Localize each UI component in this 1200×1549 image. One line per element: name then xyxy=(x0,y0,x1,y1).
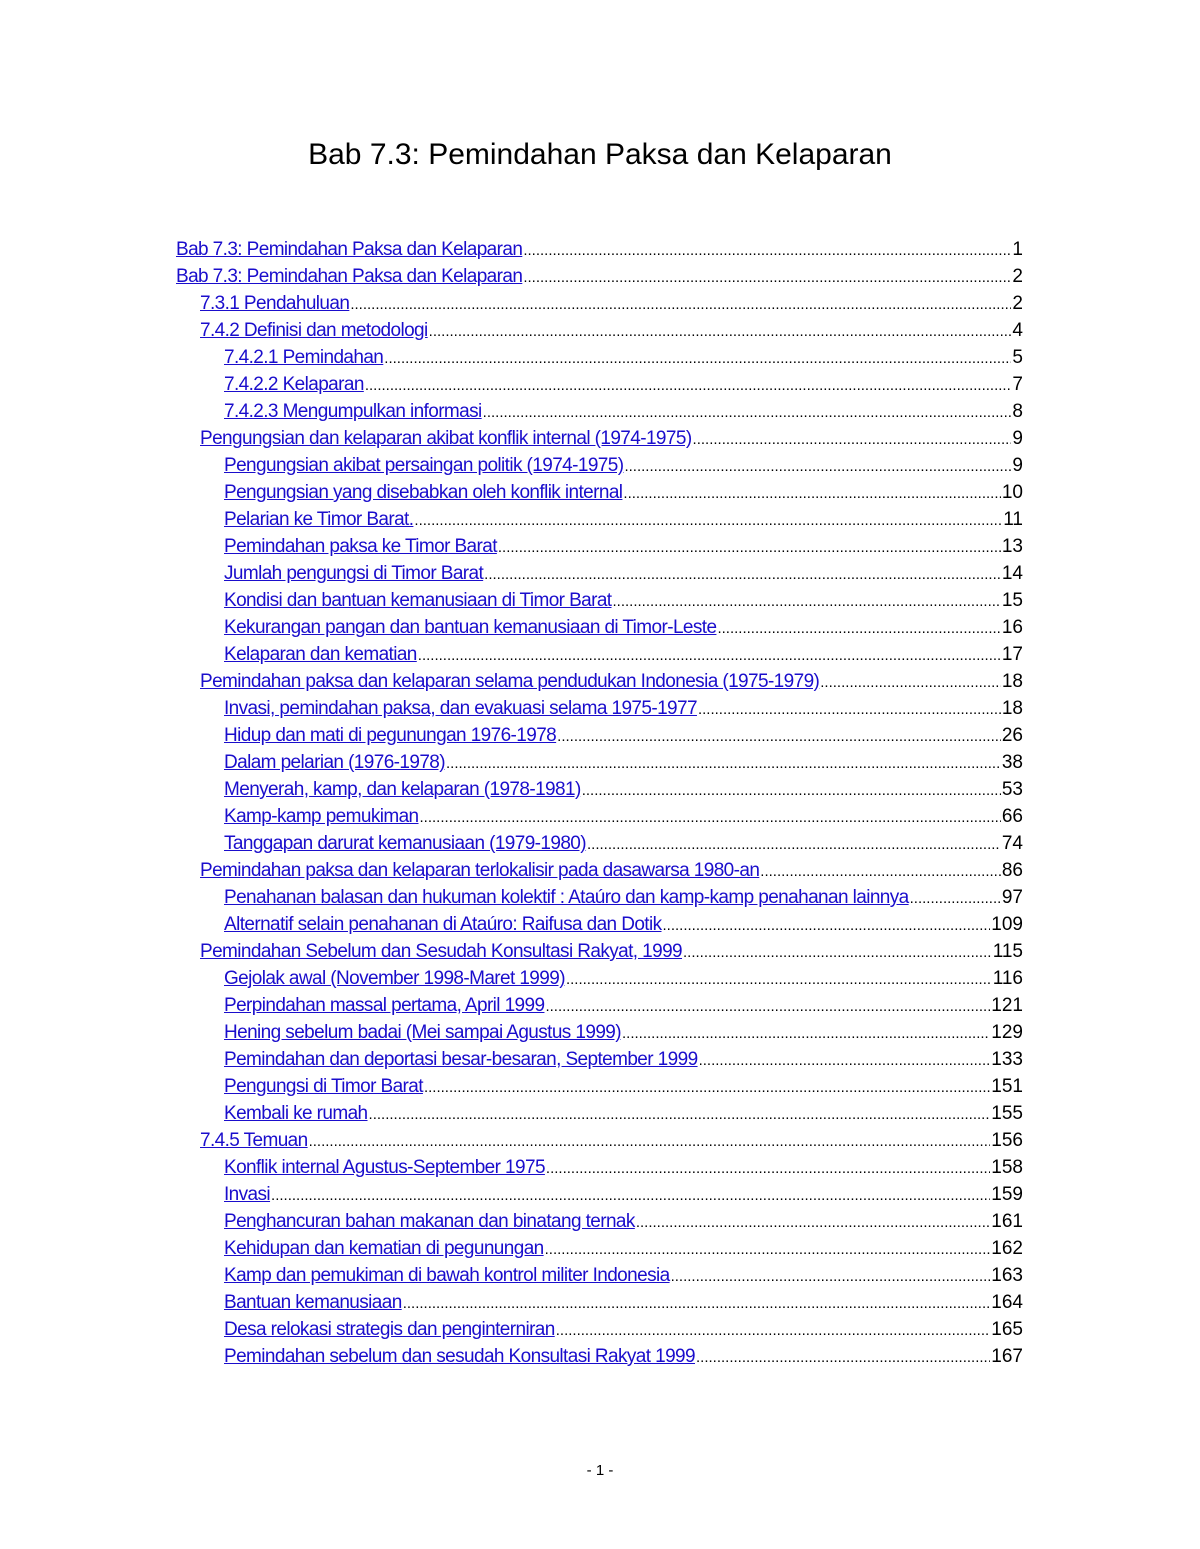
toc-entry xyxy=(176,1019,1023,1046)
toc-entry xyxy=(176,803,1023,830)
toc-entry-link[interactable]: Hidup dan mati di pegunungan 1976-1978 xyxy=(224,725,557,746)
toc-entry-link[interactable]: Hening sebelum badai (Mei sampai Agustus 1999) xyxy=(224,1022,621,1043)
toc-dot-leader xyxy=(350,291,1011,318)
toc-entry xyxy=(176,452,1023,479)
toc-dot-leader xyxy=(717,615,1000,642)
toc-entry xyxy=(176,722,1023,749)
toc-entry xyxy=(176,236,1023,263)
toc-page-number: 151 xyxy=(991,1076,1023,1097)
toc-dot-leader xyxy=(557,723,1001,750)
toc-dot-leader xyxy=(414,507,1002,534)
toc-entry-link[interactable]: 7.3.1 Pendahuluan xyxy=(200,293,350,314)
toc-entry xyxy=(176,614,1023,641)
toc-page-number: 115 xyxy=(992,941,1023,962)
toc-page-number: 129 xyxy=(991,1022,1023,1043)
toc-entry xyxy=(176,344,1023,371)
toc-entry-link[interactable]: Pengungsian dan kelaparan akibat konflik internal (1974-1975) xyxy=(200,428,692,449)
toc-dot-leader xyxy=(446,750,1001,777)
toc-page-number: 5 xyxy=(1012,347,1023,368)
toc-entry xyxy=(176,506,1023,533)
toc-dot-leader xyxy=(693,426,1012,453)
toc-entry xyxy=(176,1073,1023,1100)
toc-entry xyxy=(176,1343,1023,1370)
toc-entry-link[interactable]: Pemindahan sebelum dan sesudah Konsultasi Rakyat 1999 xyxy=(224,1346,695,1367)
toc-page-number: 38 xyxy=(1001,752,1023,773)
toc-dot-leader xyxy=(698,696,1001,723)
toc-entry-link[interactable]: Penghancuran bahan makanan dan binatang ternak xyxy=(224,1211,635,1232)
page-number-footer: - 1 - xyxy=(586,1462,614,1479)
toc-entry-link[interactable]: Gejolak awal (November 1998-Maret 1999) xyxy=(224,968,565,989)
toc-entry-link[interactable]: Bantuan kemanusiaan xyxy=(224,1292,402,1313)
toc-entry xyxy=(176,641,1023,668)
toc-dot-leader xyxy=(613,588,1001,615)
toc-entry-link[interactable]: Tanggapan darurat kemanusiaan (1979-1980) xyxy=(224,833,587,854)
toc-page-number: 74 xyxy=(1001,833,1023,854)
toc-page-number: 1 xyxy=(1012,239,1023,260)
toc-entry-link[interactable]: Bab 7.3: Pemindahan Paksa dan Kelaparan xyxy=(176,266,523,287)
toc-dot-leader xyxy=(403,1290,991,1317)
toc-entry-link[interactable]: Pelarian ke Timor Barat. xyxy=(224,509,414,530)
toc-dot-leader xyxy=(696,1344,990,1371)
toc-dot-leader xyxy=(910,885,1001,912)
toc-entry xyxy=(176,1235,1023,1262)
toc-entry xyxy=(176,263,1023,290)
toc-dot-leader xyxy=(546,1155,990,1182)
toc-page-number: 167 xyxy=(991,1346,1023,1367)
toc-entry-link[interactable]: Pengungsi di Timor Barat xyxy=(224,1076,423,1097)
toc-entry-link[interactable]: Penahanan balasan dan hukuman kolektif : Ataúro dan kamp-kamp penahanan lainnya xyxy=(224,887,909,908)
toc-page-number: 9 xyxy=(1012,428,1023,449)
toc-entry xyxy=(176,425,1023,452)
toc-entry-link[interactable]: Jumlah pengungsi di Timor Barat xyxy=(224,563,484,584)
toc-page-number: 26 xyxy=(1001,725,1023,746)
toc-entry xyxy=(176,587,1023,614)
toc-dot-leader xyxy=(483,399,1012,426)
toc-dot-leader xyxy=(636,1209,990,1236)
toc-entry xyxy=(176,317,1023,344)
toc-dot-leader xyxy=(663,912,991,939)
toc-entry xyxy=(176,884,1023,911)
toc-page-number: 161 xyxy=(991,1211,1023,1232)
toc-entry xyxy=(176,1100,1023,1127)
toc-entry-link[interactable]: Alternatif selain penahanan di Ataúro: Raifusa dan Dotik xyxy=(224,914,662,935)
table-of-contents xyxy=(176,236,1023,1370)
toc-entry-link[interactable]: Kekurangan pangan dan bantuan kemanusiaan di Timor-Leste xyxy=(224,617,717,638)
toc-entry-link[interactable]: Pemindahan paksa dan kelaparan selama pendudukan Indonesia (1975-1979) xyxy=(200,671,820,692)
toc-page-number: 53 xyxy=(1001,779,1023,800)
toc-dot-leader xyxy=(587,831,1001,858)
toc-dot-leader xyxy=(671,1263,991,1290)
toc-entry-link[interactable]: Dalam pelarian (1976-1978) xyxy=(224,752,445,773)
toc-dot-leader xyxy=(420,804,1001,831)
toc-dot-leader xyxy=(429,318,1012,345)
toc-page-number: 164 xyxy=(991,1292,1023,1313)
toc-entry xyxy=(176,749,1023,776)
toc-page-number: 2 xyxy=(1012,293,1023,314)
toc-page-number: 116 xyxy=(992,968,1023,989)
toc-entry xyxy=(176,965,1023,992)
toc-page-number: 11 xyxy=(1003,509,1023,530)
toc-entry-link[interactable]: 7.4.5 Temuan xyxy=(200,1130,308,1151)
toc-page-number: 16 xyxy=(1001,617,1023,638)
toc-entry xyxy=(176,1262,1023,1289)
toc-entry xyxy=(176,1181,1023,1208)
toc-entry-link[interactable]: Bab 7.3: Pemindahan Paksa dan Kelaparan xyxy=(176,239,523,260)
toc-entry-link[interactable]: Kamp-kamp pemukiman xyxy=(224,806,419,827)
toc-entry xyxy=(176,668,1023,695)
toc-entry-link[interactable]: Pemindahan dan deportasi besar-besaran, September 1999 xyxy=(224,1049,698,1070)
toc-entry xyxy=(176,1289,1023,1316)
toc-page-number: 156 xyxy=(991,1130,1023,1151)
toc-entry xyxy=(176,938,1023,965)
toc-entry xyxy=(176,992,1023,1019)
toc-entry xyxy=(176,533,1023,560)
toc-entry xyxy=(176,911,1023,938)
toc-entry-link[interactable]: Pengungsian akibat persaingan politik (1974-1975) xyxy=(224,455,624,476)
toc-entry-link[interactable]: Kehidupan dan kematian di pegunungan xyxy=(224,1238,544,1259)
toc-dot-leader xyxy=(384,345,1011,372)
toc-page-number: 2 xyxy=(1012,266,1023,287)
toc-page-number: 86 xyxy=(1001,860,1023,881)
toc-dot-leader xyxy=(760,858,1001,885)
toc-entry-link[interactable]: Menyerah, kamp, dan kelaparan (1978-1981) xyxy=(224,779,581,800)
toc-entry-link[interactable]: Invasi, pemindahan paksa, dan evakuasi selama 1975-1977 xyxy=(224,698,697,719)
toc-dot-leader xyxy=(365,372,1012,399)
toc-page-number: 97 xyxy=(1001,887,1023,908)
toc-entry-link[interactable]: Pengungsian yang disebabkan oleh konflik internal xyxy=(224,482,623,503)
toc-page-number: 14 xyxy=(1001,563,1023,584)
toc-page-number: 7 xyxy=(1012,374,1023,395)
toc-page-number: 8 xyxy=(1012,401,1023,422)
toc-entry-link[interactable]: 7.4.2.3 Mengumpulkan informasi xyxy=(224,401,482,422)
toc-entry xyxy=(176,1154,1023,1181)
toc-entry xyxy=(176,1046,1023,1073)
toc-page-number: 158 xyxy=(991,1157,1023,1178)
toc-entry xyxy=(176,398,1023,425)
toc-entry xyxy=(176,560,1023,587)
toc-dot-leader xyxy=(545,1236,991,1263)
toc-dot-leader xyxy=(309,1128,991,1155)
toc-dot-leader xyxy=(271,1182,990,1209)
toc-entry-link[interactable]: Desa relokasi strategis dan penginterniran xyxy=(224,1319,555,1340)
toc-page-number: 66 xyxy=(1001,806,1023,827)
toc-page-number: 133 xyxy=(991,1049,1023,1070)
toc-page-number: 163 xyxy=(991,1265,1023,1286)
toc-entry-link[interactable]: 7.4.2 Definisi dan metodologi xyxy=(200,320,428,341)
toc-dot-leader xyxy=(424,1074,990,1101)
toc-entry-link[interactable]: 7.4.2.2 Kelaparan xyxy=(224,374,364,395)
toc-entry-link[interactable]: Kamp dan pemukiman di bawah kontrol militer Indonesia xyxy=(224,1265,670,1286)
toc-dot-leader xyxy=(545,993,990,1020)
toc-page-number: 109 xyxy=(991,914,1023,935)
toc-dot-leader xyxy=(820,669,1001,696)
page-title: Bab 7.3: Pemindahan Paksa dan Kelaparan xyxy=(308,138,892,171)
toc-page-number: 162 xyxy=(991,1238,1023,1259)
toc-dot-leader xyxy=(566,966,992,993)
toc-dot-leader xyxy=(624,453,1011,480)
toc-dot-leader xyxy=(683,939,992,966)
toc-page-number: 9 xyxy=(1012,455,1023,476)
toc-dot-leader xyxy=(622,1020,990,1047)
toc-dot-leader xyxy=(582,777,1001,804)
toc-entry-link[interactable]: Kondisi dan bantuan kemanusiaan di Timor Barat xyxy=(224,590,612,611)
toc-dot-leader xyxy=(623,480,1000,507)
toc-entry-link[interactable]: Perpindahan massal pertama, April 1999 xyxy=(224,995,545,1016)
toc-entry-link[interactable]: Pemindahan paksa dan kelaparan terlokalisir pada dasawarsa 1980-an xyxy=(200,860,760,881)
toc-entry-link[interactable]: 7.4.2.1 Pemindahan xyxy=(224,347,384,368)
toc-entry xyxy=(176,857,1023,884)
toc-dot-leader xyxy=(523,264,1011,291)
toc-entry xyxy=(176,830,1023,857)
toc-entry-link[interactable]: Konflik internal Agustus-September 1975 xyxy=(224,1157,545,1178)
toc-page-number: 15 xyxy=(1001,590,1023,611)
toc-page-number: 159 xyxy=(991,1184,1023,1205)
toc-page-number: 155 xyxy=(991,1103,1023,1124)
toc-entry-link[interactable]: Pemindahan paksa ke Timor Barat xyxy=(224,536,497,557)
toc-dot-leader xyxy=(418,642,1001,669)
toc-page-number: 10 xyxy=(1001,482,1023,503)
toc-dot-leader xyxy=(699,1047,991,1074)
toc-page-number: 121 xyxy=(991,995,1023,1016)
toc-entry xyxy=(176,1316,1023,1343)
toc-page-number: 17 xyxy=(1001,644,1023,665)
toc-dot-leader xyxy=(498,534,1001,561)
toc-entry xyxy=(176,290,1023,317)
toc-dot-leader xyxy=(523,237,1011,264)
toc-entry-link[interactable]: Kembali ke rumah xyxy=(224,1103,368,1124)
toc-page-number: 18 xyxy=(1001,698,1023,719)
toc-entry xyxy=(176,776,1023,803)
toc-page-number: 18 xyxy=(1001,671,1023,692)
toc-dot-leader xyxy=(484,561,1001,588)
toc-dot-leader xyxy=(369,1101,991,1128)
toc-page-number: 165 xyxy=(991,1319,1023,1340)
toc-entry xyxy=(176,479,1023,506)
toc-page-number: 13 xyxy=(1001,536,1023,557)
toc-entry-link[interactable]: Pemindahan Sebelum dan Sesudah Konsultasi Rakyat, 1999 xyxy=(200,941,683,962)
toc-entry xyxy=(176,371,1023,398)
toc-entry xyxy=(176,695,1023,722)
toc-dot-leader xyxy=(556,1317,991,1344)
toc-entry xyxy=(176,1208,1023,1235)
toc-entry xyxy=(176,1127,1023,1154)
toc-entry-link[interactable]: Kelaparan dan kematian xyxy=(224,644,417,665)
toc-entry-link[interactable]: Invasi xyxy=(224,1184,271,1205)
toc-page-number: 4 xyxy=(1012,320,1023,341)
